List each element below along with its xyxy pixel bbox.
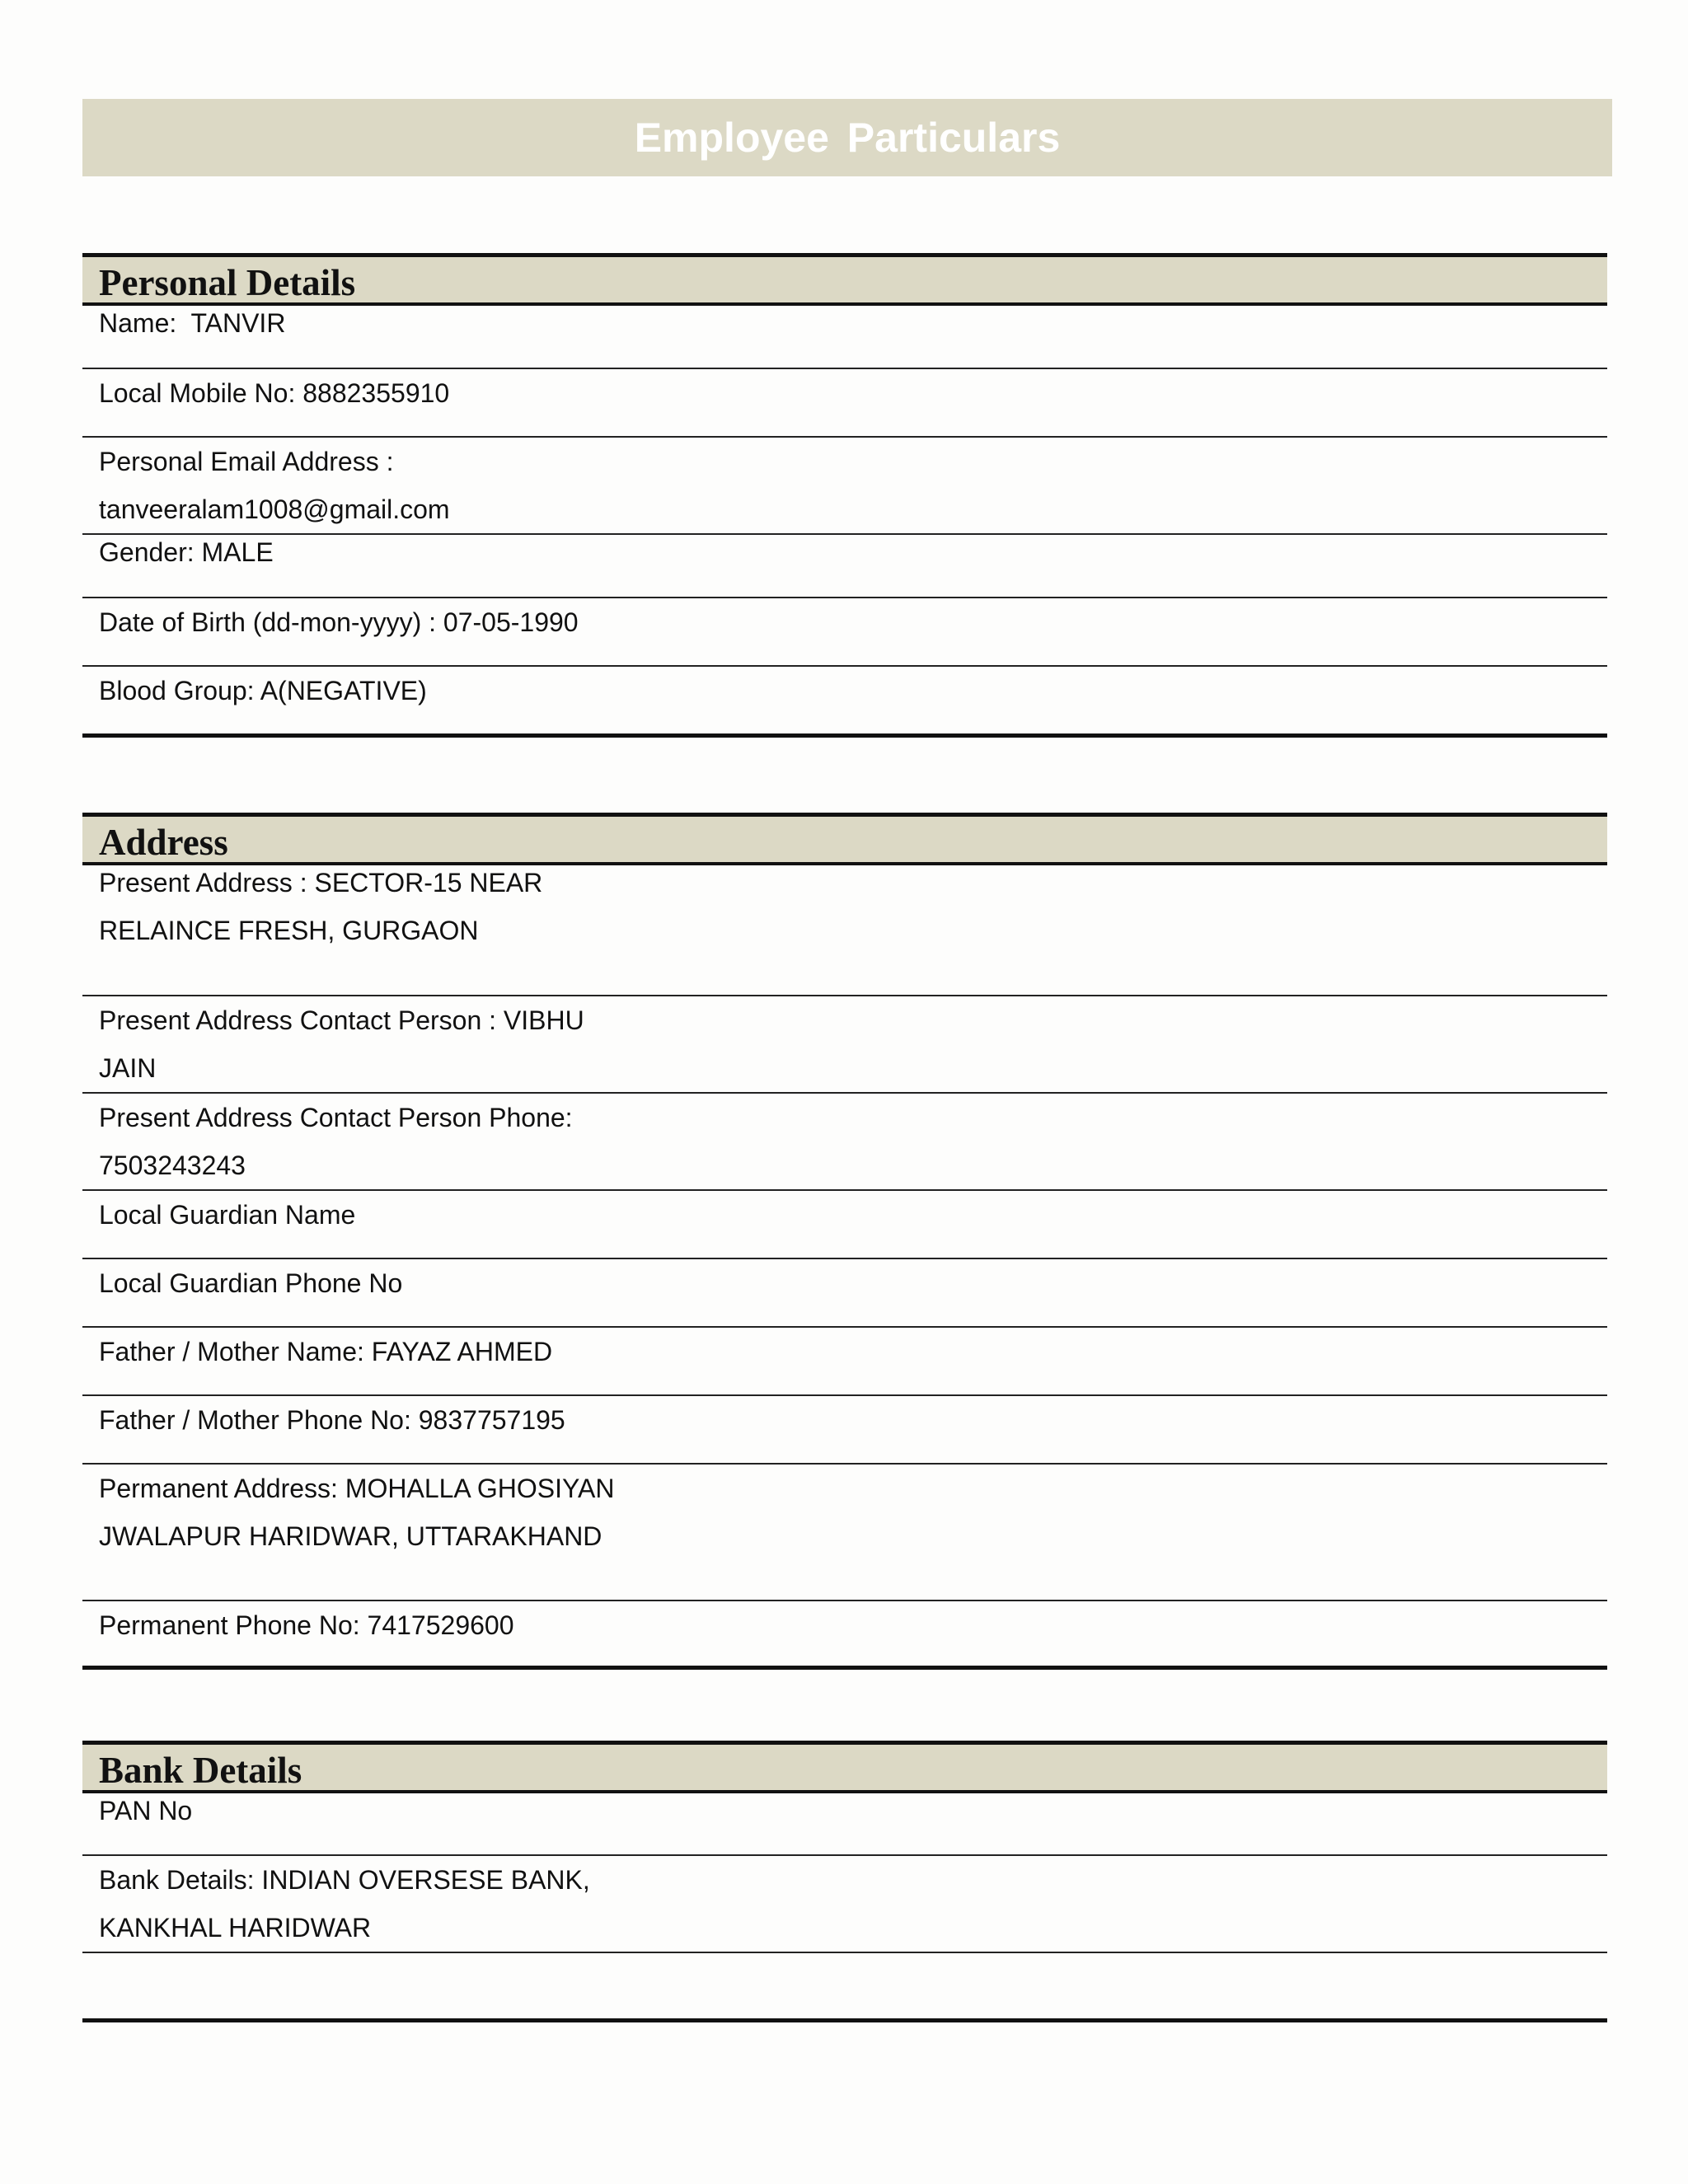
- field-value: INDIAN OVERSESE BANK,: [261, 1865, 590, 1895]
- field-label: Local Guardian Phone No: [99, 1268, 403, 1298]
- field-label: Personal Email Address :: [99, 447, 394, 476]
- field-value: FAYAZ AHMED: [371, 1337, 553, 1366]
- field-contact-person: [82, 996, 1607, 1094]
- page-title: Employee Particulars: [634, 115, 1061, 161]
- field-value: JWALAPUR HARIDWAR, UTTARAKHAND: [99, 1521, 603, 1551]
- section-title-address: Address: [99, 822, 228, 863]
- field-permanent-address: [82, 1465, 1607, 1601]
- field-line: [99, 1856, 1607, 1904]
- field-value: 8882355910: [302, 378, 450, 408]
- section-header-personal: [82, 253, 1607, 306]
- page-title-banner: [82, 99, 1612, 176]
- address-section: [82, 813, 1607, 1670]
- field-line: [99, 598, 1607, 646]
- bank-details-section: [82, 1741, 1607, 2022]
- section-header-bank: [82, 1741, 1607, 1793]
- field-value: SECTOR-15 NEAR: [314, 868, 543, 898]
- field-label: Father / Mother Phone No:: [99, 1405, 411, 1435]
- field-empty: [82, 1953, 1607, 2022]
- field-label: Present Address :: [99, 868, 307, 898]
- field-line: [99, 667, 1607, 715]
- field-value: MALE: [201, 537, 274, 567]
- field-value: KANKHAL HARIDWAR: [99, 1913, 372, 1943]
- field-value: 7417529600: [367, 1610, 514, 1640]
- field-value: 9837757195: [418, 1405, 565, 1435]
- field-line: [99, 996, 1607, 1044]
- field-label: Permanent Address:: [99, 1474, 338, 1503]
- field-value: JAIN: [99, 1053, 157, 1083]
- section-title-personal: Personal Details: [99, 262, 356, 303]
- field-local-mobile: [82, 369, 1607, 438]
- field-line: [99, 1396, 1607, 1444]
- field-bank-details: [82, 1856, 1607, 1953]
- field-pan-no: [82, 1787, 1607, 1856]
- field-label: Gender:: [99, 537, 195, 567]
- field-value: 07-05-1990: [443, 607, 579, 637]
- field-value: A(NEGATIVE): [260, 676, 427, 705]
- field-local-guardian-phone: [82, 1259, 1607, 1328]
- field-parent-phone: [82, 1396, 1607, 1465]
- field-label: Permanent Phone No:: [99, 1610, 360, 1640]
- field-line: [99, 859, 1607, 907]
- field-value: RELAINCE FRESH, GURGAON: [99, 916, 479, 945]
- field-blood-group: [82, 667, 1607, 738]
- field-present-address: [82, 859, 1607, 996]
- field-line: [99, 1601, 1607, 1649]
- field-line: [99, 528, 1607, 576]
- field-line: [99, 1465, 1607, 1512]
- field-value: 7503243243: [99, 1151, 246, 1180]
- field-label: Name:: [99, 308, 177, 338]
- field-label: Local Mobile No:: [99, 378, 296, 408]
- field-local-guardian-name: [82, 1191, 1607, 1259]
- field-date-of-birth: [82, 598, 1607, 667]
- field-label: Bank Details:: [99, 1865, 255, 1895]
- field-value: MOHALLA GHOSIYAN: [345, 1474, 615, 1503]
- field-value: TANVIR: [190, 308, 286, 338]
- field-label: Father / Mother Name:: [99, 1337, 364, 1366]
- field-label: Blood Group:: [99, 676, 255, 705]
- field-name: [82, 299, 1607, 369]
- field-label: Local Guardian Name: [99, 1200, 356, 1230]
- personal-details-section: [82, 253, 1607, 738]
- field-parent-name: [82, 1328, 1607, 1396]
- field-label: Present Address Contact Person :: [99, 1005, 497, 1035]
- field-permanent-phone: [82, 1601, 1607, 1670]
- field-contact-person-phone: [82, 1094, 1607, 1191]
- field-label: Present Address Contact Person Phone:: [99, 1103, 573, 1132]
- field-line: [99, 369, 1607, 417]
- field-line: [99, 299, 1607, 347]
- section-title-bank: Bank Details: [99, 1750, 302, 1791]
- field-value: VIBHU: [503, 1005, 584, 1035]
- field-label: Date of Birth (dd-mon-yyyy) :: [99, 607, 436, 637]
- field-line: [99, 1328, 1607, 1376]
- field-gender: [82, 528, 1607, 598]
- field-personal-email: [82, 438, 1607, 535]
- field-value: tanveeralam1008@gmail.com: [99, 494, 450, 524]
- field-label: PAN No: [99, 1796, 193, 1825]
- section-header-address: [82, 813, 1607, 865]
